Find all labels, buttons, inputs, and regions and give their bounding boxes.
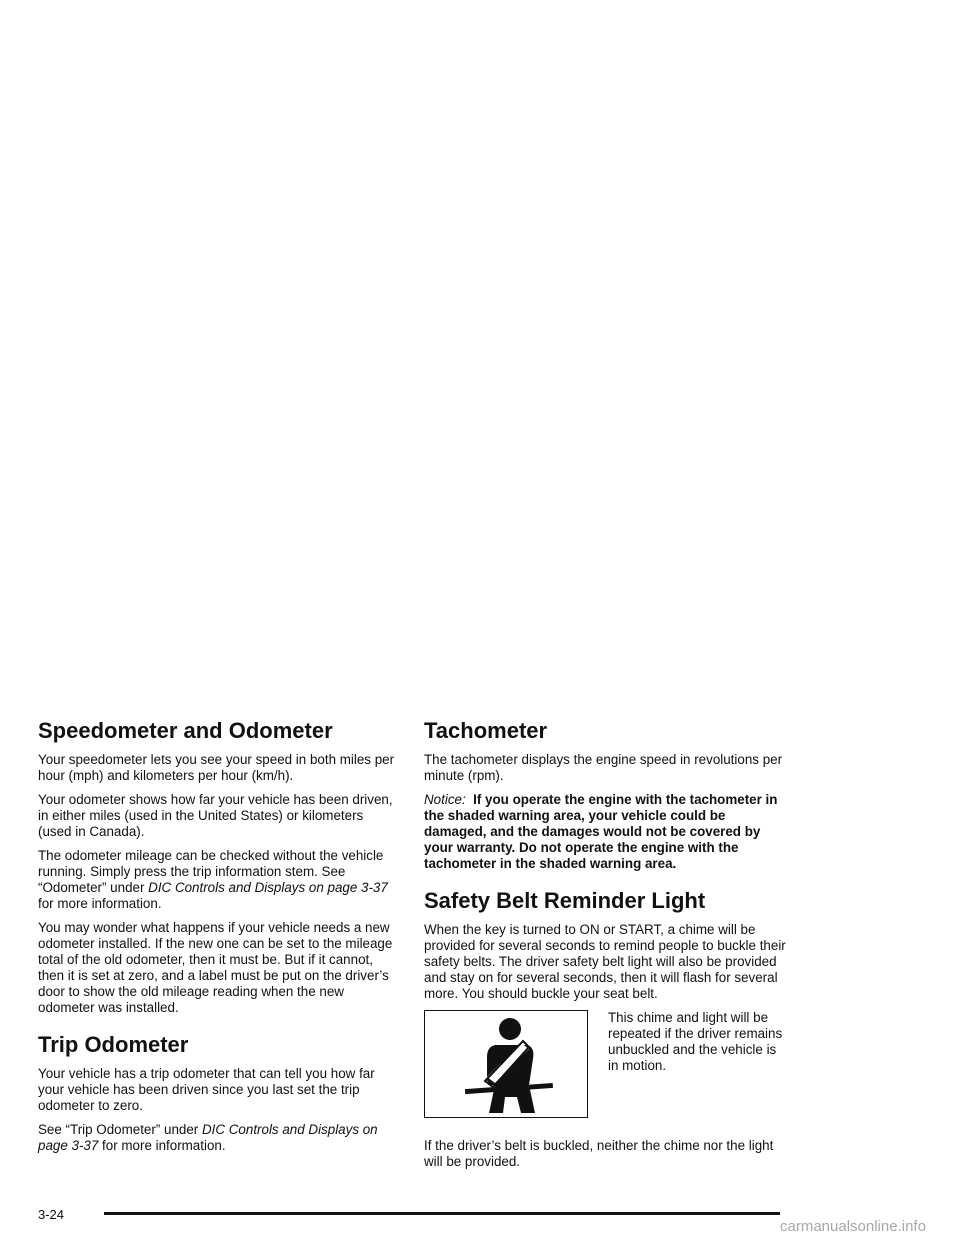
speedometer-paragraph-2: Your odometer shows how far your vehicle has been driven, in either miles (used in the United States) or kilometers (used in Canada).	[38, 792, 393, 839]
trip-p2-tail: for more information.	[98, 1138, 226, 1153]
safety-belt-paragraph-1: When the key is turned to ON or START, a chime will be provided for several seconds to remind people to buckle their safety belts. The driver safety belt light will also be provided and stay on for several seconds, then it will flash for several more. You should buckle your seat belt.	[424, 922, 786, 1001]
notice-body: If you operate the engine with the tachometer in the shaded warning area, your vehicle could be damaged, and the damages would not be covered by your warranty. Do not operate the engine with the tachometer in the shaded warning area.	[424, 792, 778, 871]
trip-odometer-section	[38, 1032, 398, 1154]
safety-belt-section	[424, 888, 788, 1170]
belt-figure-row	[424, 1010, 788, 1128]
left-column	[38, 718, 398, 1162]
belt-figure-frame	[424, 1010, 588, 1118]
notice-paragraph	[424, 792, 788, 872]
trip-paragraph-2	[38, 1122, 398, 1154]
dic-reference-link-2[interactable]: DIC Controls and Displays on page 3-37	[38, 1122, 378, 1153]
tachometer-heading: Tachometer	[424, 718, 548, 743]
trip-paragraph-1: Your vehicle has a trip odometer that can tell you how far your vehicle has been driven since you last set the trip odometer to zero.	[38, 1066, 375, 1113]
trip-odometer-heading: Trip Odometer	[38, 1032, 189, 1057]
tachometer-section	[424, 718, 788, 872]
dic-reference-link-1[interactable]: DIC Controls and Displays on page 3-37	[148, 880, 388, 895]
safety-belt-heading: Safety Belt Reminder Light	[424, 888, 706, 913]
footer-rule	[104, 1212, 780, 1215]
safety-belt-paragraph-2: If the driver’s belt is buckled, neither the chime nor the light will be provided.	[424, 1138, 774, 1169]
speedometer-paragraph-4: You may wonder what happens if your vehicle needs a new odometer installed. If the new one can be set to the mileage total of the old odometer, then it must be. But if it cannot, then it is set at zero, and a label must be put on the driver’s door to show the old mileage reading when the new odometer was installed.	[38, 920, 393, 1015]
page-number: 3-24	[38, 1207, 65, 1222]
belt-figure-caption: This chime and light will be repeated if the driver remains unbuckled and the vehicle is in motion.	[608, 1010, 783, 1073]
speedometer-section	[38, 718, 398, 1016]
right-column	[424, 718, 788, 1178]
speedometer-paragraph-3	[38, 848, 398, 912]
speedometer-paragraph-1: Your speedometer lets you see your speed in both miles per hour (mph) and kilometers per hour (km/h).	[38, 752, 395, 783]
tachometer-paragraph-1: The tachometer displays the engine speed in revolutions per minute (rpm).	[424, 752, 783, 783]
speedometer-p3-text: The odometer mileage can be checked without the vehicle running. Simply press the trip information stem. See “Odometer” under	[38, 848, 384, 895]
trip-p2-text: See “Trip Odometer” under	[38, 1122, 202, 1137]
notice-label: Notice:	[424, 792, 466, 807]
watermark: carmanualsonline.info	[780, 1218, 926, 1235]
speedometer-p3-tail: for more information.	[38, 896, 162, 911]
seat-belt-person-icon	[425, 1011, 586, 1116]
speedometer-heading: Speedometer and Odometer	[38, 718, 333, 743]
